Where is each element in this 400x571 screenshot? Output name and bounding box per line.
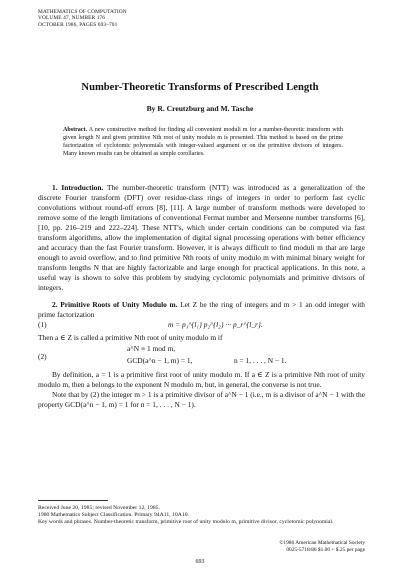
equation-1-number: (1) xyxy=(38,319,47,329)
page-number: 693 xyxy=(195,559,205,565)
section-1-text: The number-theoretic transform (NTT) was introduced as a generalization of the discrete Fourier transform (DFT) over residue-class rings of integers in order to perform fast cyclic convolutions without round-off errors [8], [11]. A large number of transform methods were developed to remove some of the length limitations of conventional Fermat number and Mersenne number transforms [6], [10, pp. 216–219 and 222–224]. These NTT's, which under certain conditions can be computed via fast transform algorithms, allow the implementation of digital signal processing operations with better efficiency and accuracy than the fast Fourier transform. However, it is always difficult to find moduli m that are large enough to avoid overflow, and to find primitive Nth roots of unity modulo m with minimal binary weight for transform lengths N that are highly factorizable and large enough for practical applications. In this note, a useful way is shown to solve this problem by studying cyclotomic polynomials and primitive divisors of integers. xyxy=(38,183,365,293)
section-1-paragraph xyxy=(38,183,365,294)
paper-title: Number-Theoretic Transforms of Prescribed Length xyxy=(81,82,319,93)
footnote-rule xyxy=(38,500,108,501)
equation-2 xyxy=(38,344,365,370)
equation-2-number: (2) xyxy=(38,351,47,361)
equation-2-line-2: GCD(a^n − 1, m) = 1, xyxy=(127,355,193,365)
equation-1 xyxy=(38,320,365,333)
then-text: Then a ∈ Z is called a primitive Nth root of unity modulo m if xyxy=(38,332,223,342)
journal-name: MATHEMATICS OF COMPUTATION xyxy=(38,9,127,15)
abstract-text: A new constructive method for finding all convenient moduli m for a number-theoretic transform with given length N and given primitive Nth root of unity modulo m is presented. This method is based on the prime factorization of cyclotomic polynomials with integer-valued argument or on the primitive divisors of integers. Many known results can be obtained as simple corollaries. xyxy=(63,127,343,157)
footnote-received: Received June 20, 1985; revised November 12, 1985. xyxy=(38,505,160,511)
section-2-paragraph xyxy=(38,300,365,320)
paper-authors: By R. Creutzburg and M. Tasche xyxy=(146,104,254,113)
copyright-line-1: ©1986 American Mathematical Society xyxy=(279,540,365,546)
abstract xyxy=(63,126,343,158)
copyright-notice xyxy=(279,540,365,553)
footnotes xyxy=(38,505,365,527)
equation-2-range: n = 1, . . . , N − 1. xyxy=(234,355,287,365)
section-1-heading: 1. Introduction. xyxy=(52,183,104,192)
copyright-line-2: 0025-5718/86 $1.00 + $.25 per page xyxy=(286,546,365,553)
section-2-paragraph-3: Note that by (2) the integer m > 1 is a primitive divisor of a^N − 1 (i.e., m is a divisor of a^N − 1 with the property GCD(a^n − 1, m) = 1 for n = 1, . . . , N − 1). xyxy=(38,389,365,409)
section-2-paragraph-2: By definition, a = 1 is a primitive first root of unity modulo m. If a ∈ Z is a primitive Nth root of unity modulo m, then a belongs to the exponent N modulo m, but, in general, the converse is not true. xyxy=(38,369,365,389)
section-2-heading: 2. Primitive Roots of Unity Modulo m. xyxy=(52,299,178,309)
equation-1-body: m = p₁^{l₁} p₂^{l₂} ··· p_r^{l_r}. xyxy=(168,319,263,329)
journal-header xyxy=(38,9,127,28)
journal-date-pages: OCTOBER 1986, PAGES 693–701 xyxy=(38,21,118,28)
body-text xyxy=(38,183,365,410)
footnote-keywords: Key words and phrases. Number-theoretic transform, primitive root of unity modulo m, primitive divisor, cyclotomic polynomial. xyxy=(38,519,334,526)
equation-2-line-1: a^N ≡ 1 mod m, xyxy=(127,343,176,353)
abstract-label: Abstract. xyxy=(63,127,88,133)
section-2-intro: Let Z be the ring of integers and m > 1 an odd integer with prime factorization xyxy=(38,299,365,319)
journal-volume: VOLUME 47, NUMBER 176 xyxy=(38,15,106,22)
footnote-classification: 1980 Mathematics Subject Classification. Primary 94A11, 10A10. xyxy=(38,512,189,519)
